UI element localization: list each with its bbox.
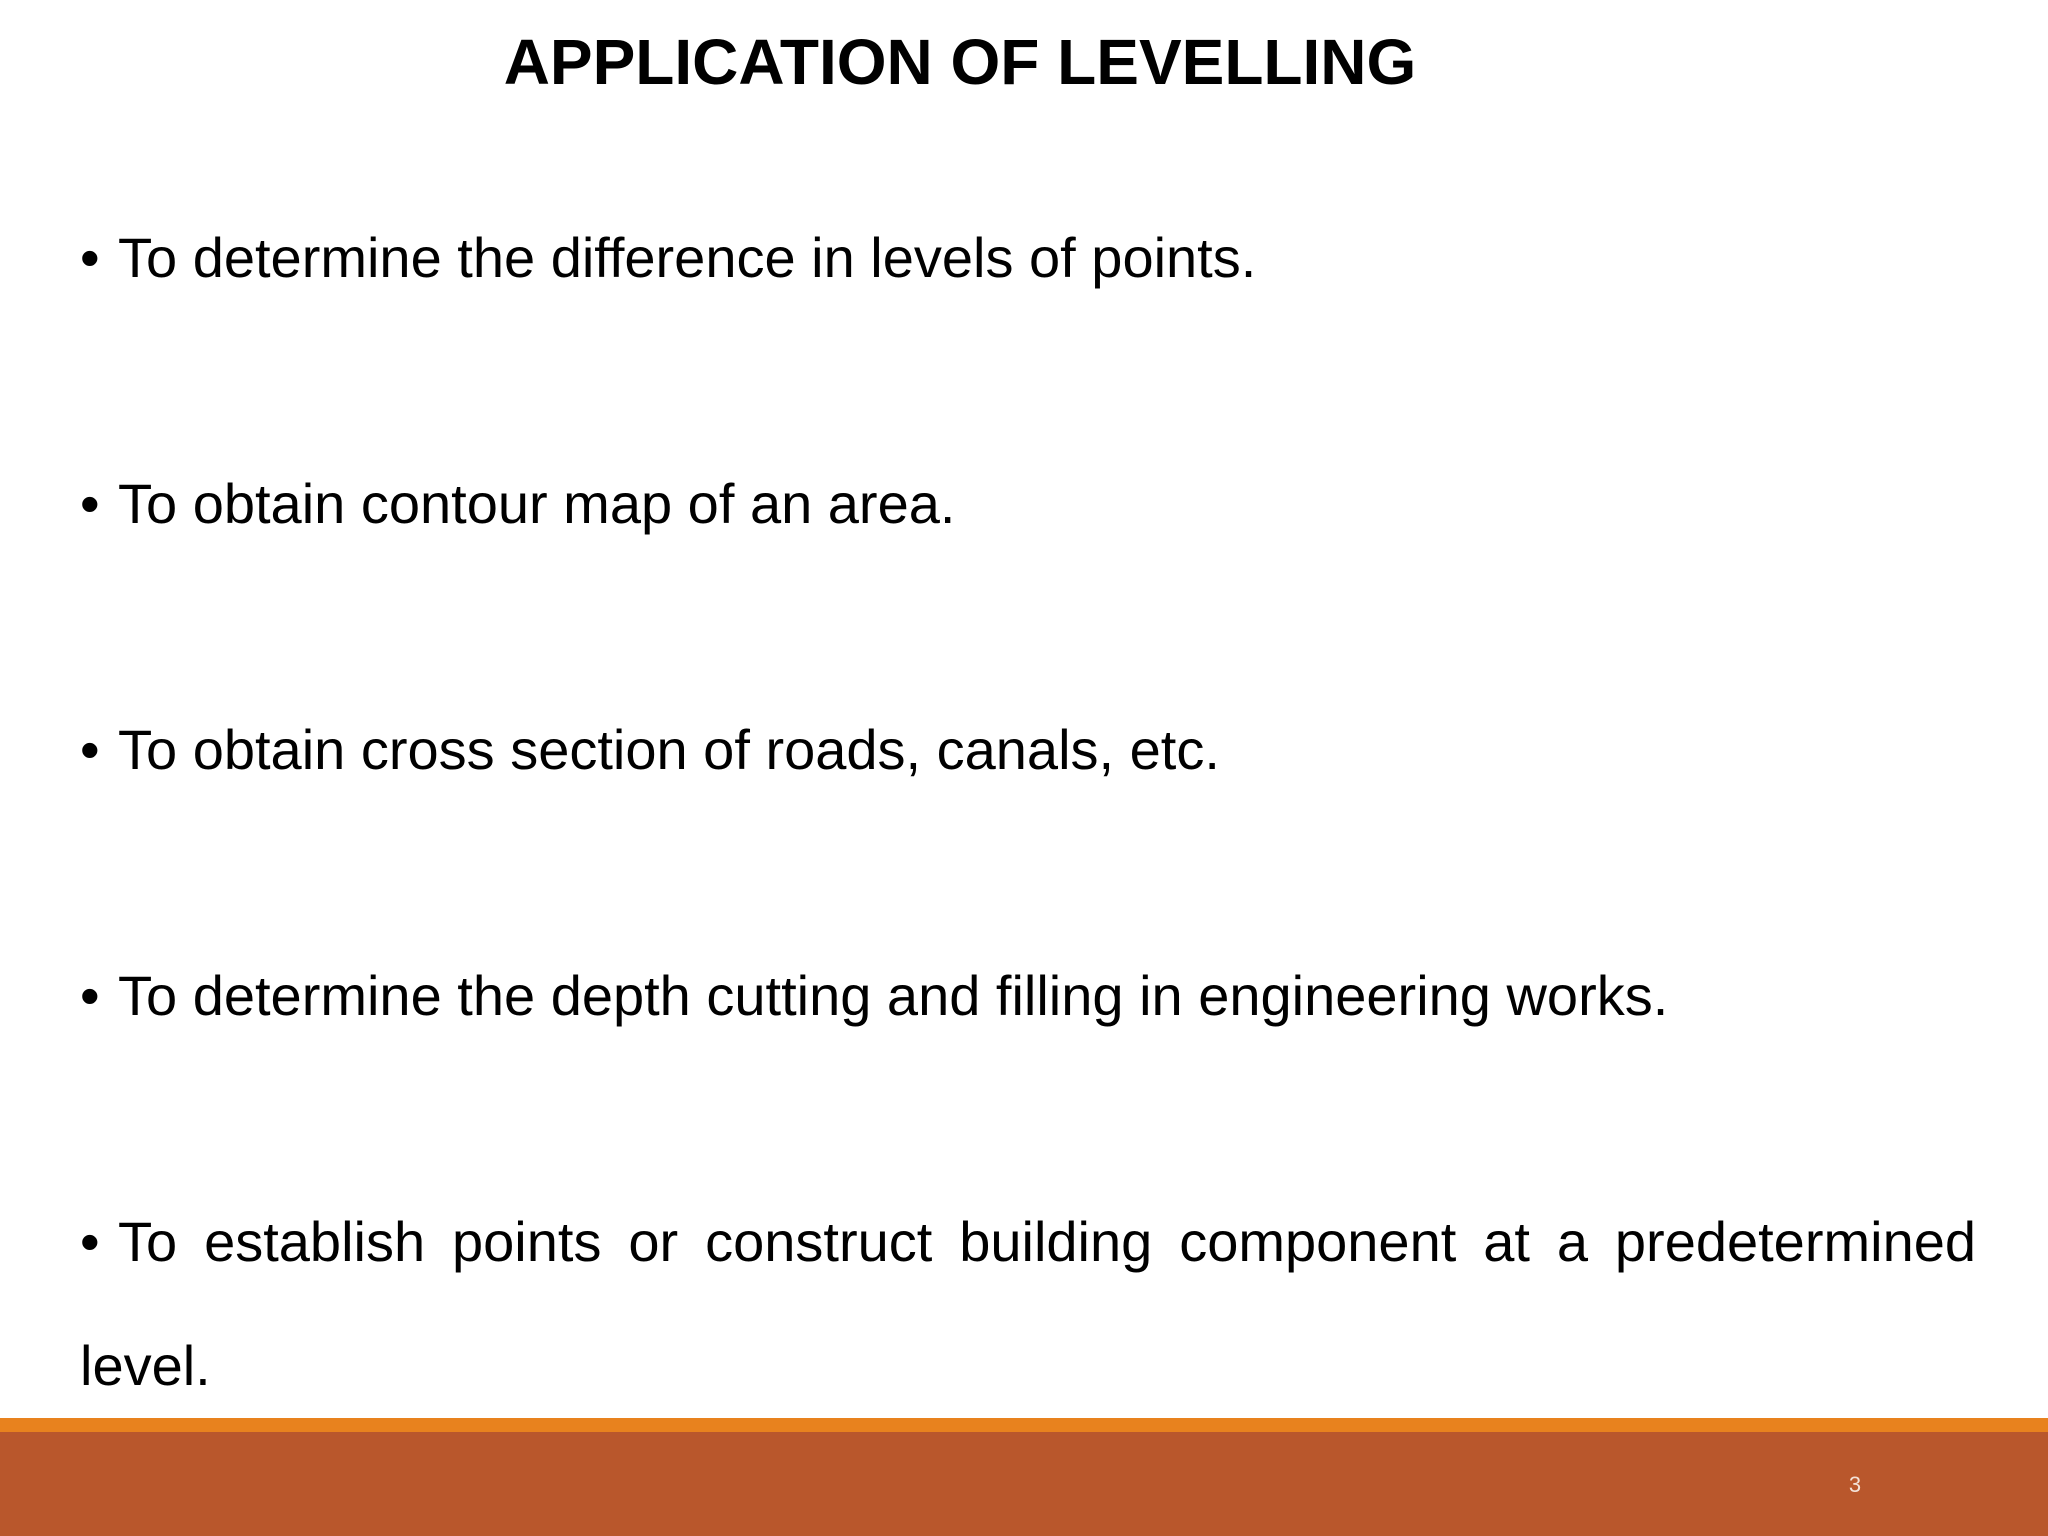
bullet-icon: • — [80, 1210, 100, 1273]
slide-title: APPLICATION OF LEVELLING — [503, 26, 1417, 98]
bullet-icon: • — [80, 718, 100, 781]
bullet-text: To obtain contour map of an area. — [118, 472, 956, 535]
footer-bar — [0, 1432, 2048, 1536]
slide-number: 3 — [1848, 1472, 1862, 1497]
list-item — [80, 224, 1976, 292]
bullet-text: To obtain cross section of roads, canals, etc. — [118, 718, 1220, 781]
list-item — [80, 716, 1976, 784]
bullet-text: To determine the difference in levels of points. — [118, 226, 1257, 289]
bullet-icon: • — [80, 472, 100, 535]
footer-stripe — [0, 1418, 2048, 1432]
list-item — [80, 1180, 1976, 1428]
list-item — [80, 470, 1976, 538]
bullet-text: To determine the depth cutting and filling in engineering works. — [118, 964, 1669, 1027]
list-item — [80, 962, 1976, 1030]
bullet-icon: • — [80, 964, 100, 1027]
bullet-text: To establish points or construct building component at a predetermined level. — [80, 1210, 1976, 1397]
bullet-icon: • — [80, 226, 100, 289]
